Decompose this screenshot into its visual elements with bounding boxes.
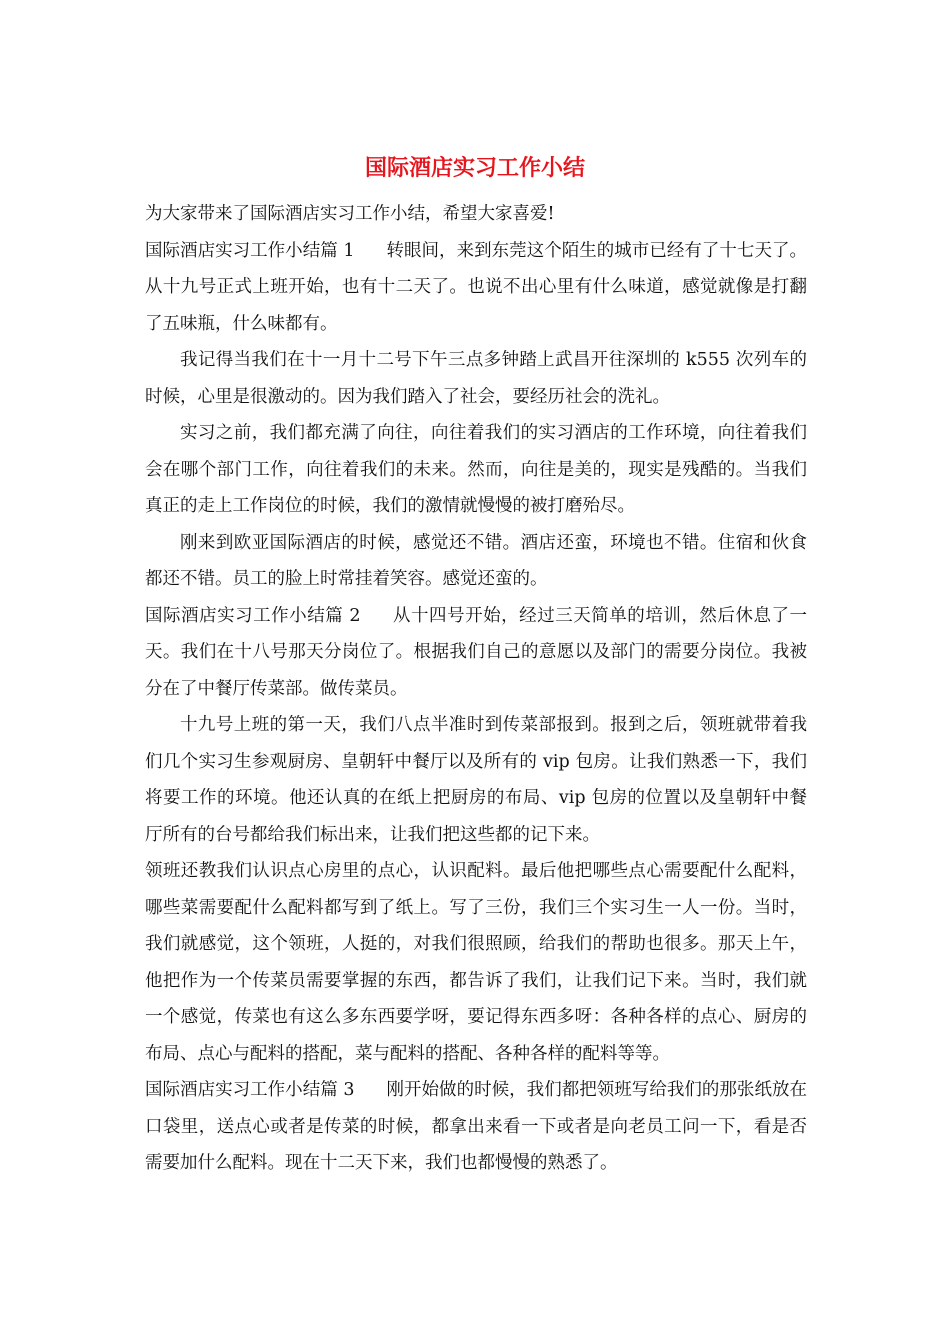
document-body	[145, 196, 807, 1182]
section-1-lead	[145, 233, 807, 343]
section-2-lead	[145, 598, 807, 708]
section-1-paragraph-1: 我记得当我们在十一月十二号下午三点多钟踏上武昌开往深圳的 k555 次列车的时候，心里是很激动的。因为我们踏入了社会，要经历社会的洗礼。	[145, 350, 807, 407]
section-3-lead-text: 刚开始做的时候，我们都把领班写给我们的那张纸放在口袋里，送点心或者是传菜的时候，都拿出来看一下或者是向老员工问一下，看是否需要加什么配料。现在十二天下来，我们也都慢慢的熟悉了。	[145, 1080, 807, 1173]
section-2-heading: 国际酒店实习工作小结篇 2	[145, 605, 361, 626]
intro-paragraph: 为大家带来了国际酒店实习工作小结，希望大家喜爱!	[145, 204, 555, 224]
document-title: 国际酒店实习工作小结	[364, 155, 585, 181]
section-1-lead-text: 转眼间，来到东莞这个陌生的城市已经有了十七天了。从十九号正式上班开始，也有十二天了。也说不出心里有什么味道，感觉就像是打翻了五味瓶，什么味都有。	[145, 240, 807, 334]
section-3-lead	[145, 1072, 807, 1182]
section-1-paragraph-2: 实习之前，我们都充满了向往，向往着我们的实习酒店的工作环境，向往着我们会在哪个部门工作，向往着我们的未来。然而，向往是美的，现实是残酷的。当我们真正的走上工作岗位的时候，我们的激情就慢慢的被打磨殆尽。	[145, 423, 807, 516]
section-2-paragraph-1: 十九号上班的第一天，我们八点半准时到传菜部报到。报到之后，领班就带着我们几个实习生参观厨房、皇朝轩中餐厅以及所有的 vip 包房。让我们熟悉一下，我们将要工作的环境。他还认真的在纸上把厨房的布局、vip 包房的位置以及皇朝轩中餐厅所有的台号都给我们标出来，让我们把这些都的记下来。	[145, 715, 807, 845]
section-1-heading: 国际酒店实习工作小结篇 1	[145, 240, 355, 261]
section-2-paragraph-2: 领班还教我们认识点心房里的点心，认识配料。最后他把哪些点心需要配什么配料，哪些菜需要配什么配料都写到了纸上。写了三份，我们三个实习生一人一份。当时，我们就感觉，这个领班，人挺的，对我们很照顾，给我们的帮助也很多。那天上午，他把作为一个传菜员需要掌握的东西，都告诉了我们，让我们记下来。当时，我们就一个感觉，传菜也有这么多东西要学呀，要记得东西多呀：各种各样的点心、厨房的布局、点心与配料的搭配，菜与配料的搭配、各种各样的配料等等。	[145, 861, 807, 1064]
section-2-lead-text: 从十四号开始，经过三天简单的培训，然后休息了一天。我们在十八号那天分岗位了。根据我们自己的意愿以及部门的需要分岗位。我被分在了中餐厅传菜部。做传菜员。	[145, 605, 808, 699]
section-3-heading: 国际酒店实习工作小结篇 3	[145, 1080, 355, 1100]
section-1-paragraph-3: 刚来到欧亚国际酒店的时候，感觉还不错。酒店还蛮，环境也不错。住宿和伙食都还不错。员工的脸上时常挂着笑容。感觉还蛮的。	[145, 532, 807, 589]
